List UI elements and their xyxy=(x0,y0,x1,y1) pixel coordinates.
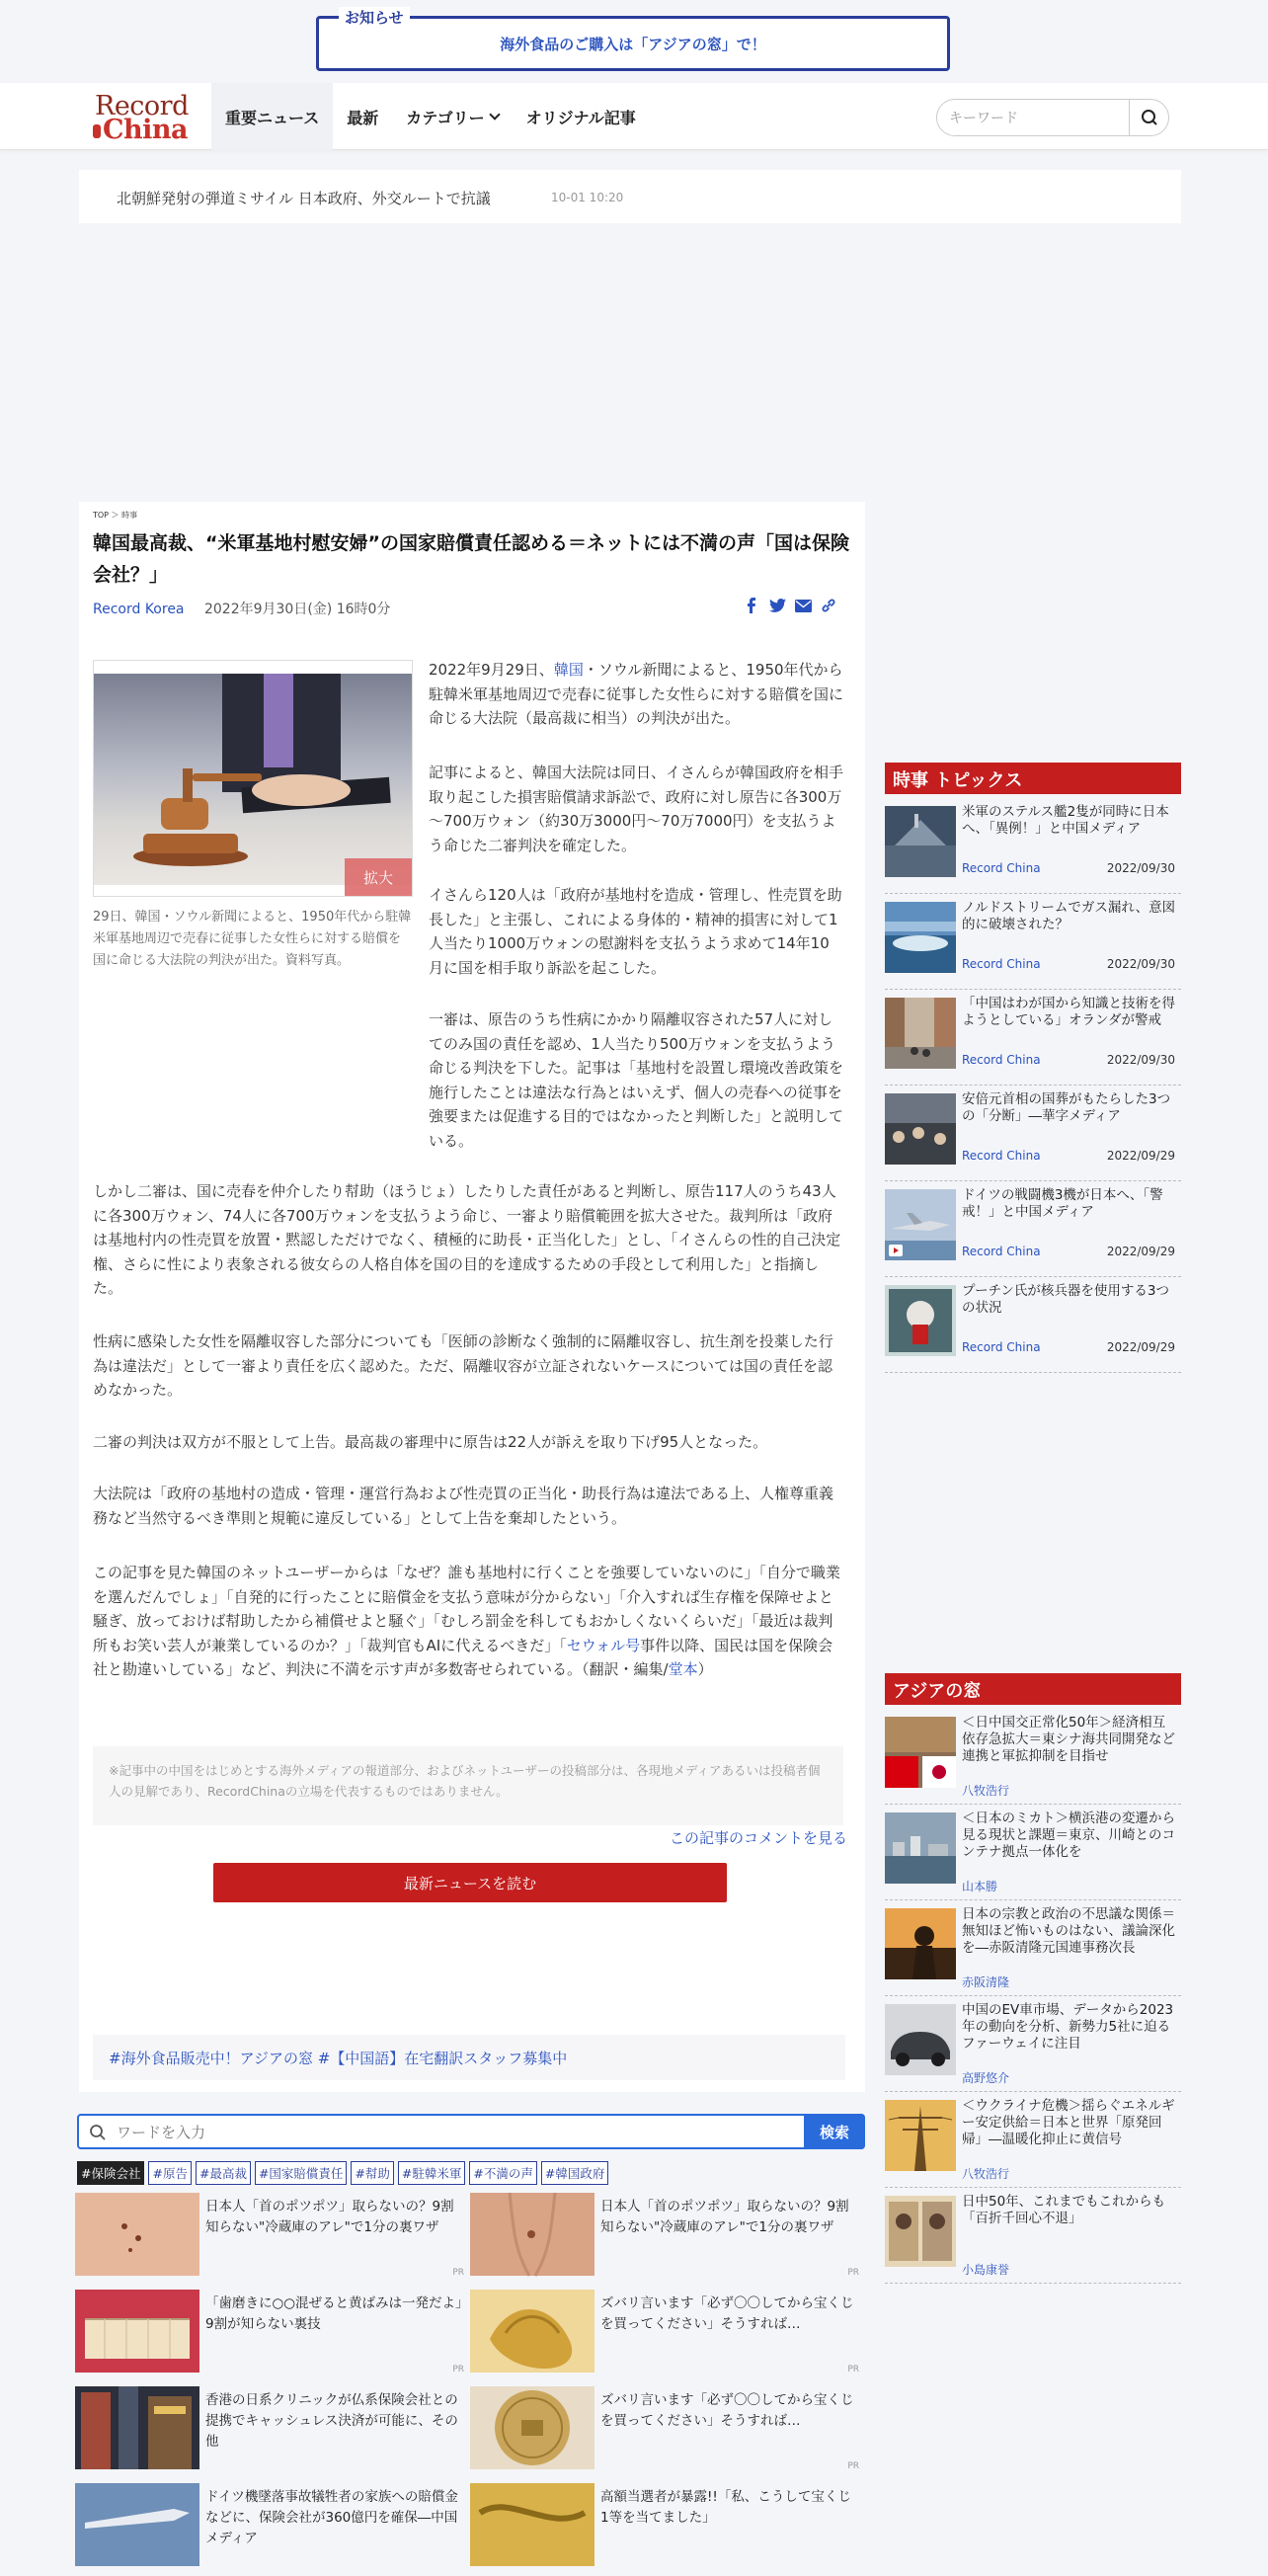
article-headline: 韓国最高裁、“米軍基地村慰安婦”の国家賠償責任認める＝ネットには不満の声「国は保険会社？」 xyxy=(93,532,849,586)
asia-author[interactable]: 八牧浩行 xyxy=(962,2167,1010,2181)
asia-item[interactable] xyxy=(885,1900,1181,1996)
ad-thumbnail xyxy=(470,2193,594,2276)
nav-item-category[interactable] xyxy=(392,83,512,150)
p1-pre: 2022年9月29日、 xyxy=(429,661,554,679)
asia-author[interactable]: 高野悠介 xyxy=(962,2071,1010,2085)
search-button[interactable] xyxy=(1129,100,1168,135)
topic-thumbnail xyxy=(885,1189,956,1260)
topic-title: 安倍元首相の国葬がもたらした3つの「分断」―華字メディア xyxy=(962,1091,1171,1124)
ad-item[interactable] xyxy=(75,2290,470,2382)
topic-thumbnail xyxy=(885,806,956,877)
main-nav xyxy=(211,83,650,150)
article-byline xyxy=(93,599,390,618)
ad-item[interactable] xyxy=(75,2193,470,2286)
comments-link[interactable]: この記事のコメントを見る xyxy=(669,1829,847,1847)
asia-thumbnail xyxy=(885,1908,956,1979)
asia-thumbnail xyxy=(885,2196,956,2267)
notice-bar xyxy=(0,0,1268,83)
ad-item[interactable] xyxy=(470,2193,865,2286)
notice-label: お知らせ xyxy=(339,7,410,28)
site-logo[interactable] xyxy=(93,91,199,144)
tag-list xyxy=(77,2161,608,2185)
topic-item[interactable] xyxy=(885,1086,1181,1181)
topic-thumbnail xyxy=(885,902,956,973)
topic-footer xyxy=(962,1340,1175,1354)
ad-thumbnail xyxy=(470,2290,594,2373)
ad-text: 日本人「首のポツポツ」取らないの？9割知らない"冷蔵庫のアレ"で1分の裏ワザ xyxy=(205,2199,454,2235)
disclaimer-box: ※記事中の中国をはじめとする海外メディアの報道部分、およびネットユーザーの投稿部分は、各現地メディアあるいは投稿者個人の見解であり、RecordChinaの立場を代表するものではありません。 xyxy=(93,1746,843,1825)
p9-pre: この記事を見た韓国のネットユーザーからは「なぜ？誰も基地村に行くことを強要していないのに」「自分で職業を選んだんでしょ」「自発的に行ったことに賠償金を支払う意味が分からない」「介入すれば生存権を保障せよと騒ぎ、放っておけば幇助したから補償せよと騒ぐ」「むしろ罰金を科してもおかしくないくらいだ」「最近は裁判所もお笑い芸人が兼業しているのか？」「裁判官もAIに代えるべきだ」「 xyxy=(93,1564,840,1654)
p9-end: ） xyxy=(697,1660,713,1678)
article-paragraph-1 xyxy=(429,658,843,731)
asia-author[interactable]: 八牧浩行 xyxy=(962,1784,1010,1798)
logo-dot xyxy=(93,124,101,138)
photo-caption: 29日、韓国・ソウル新聞によると、1950年代から駐韓米軍基地周辺で売春に従事した女性らに対する賠償を国に命じる大法院の判決が出た。資料写真。 xyxy=(93,910,412,968)
asia-author[interactable]: 山本勝 xyxy=(962,1880,998,1893)
chevron-down-icon xyxy=(489,109,500,120)
nav-item-latest[interactable]: 最新 xyxy=(347,108,379,127)
article-paragraph-5: しかし二審は、国に売春を仲介したり幇助（ほうじょ）したりした責任があると判断し、原告117人のうち43人に各300万ウォン、74人に各700万ウォンを支払うよう命じ、一審より賠償範囲を拡大させた。裁判所は「政府は基地村内の性売買を放置・黙認しただけでなく、積極的に助長・正当化した」とし、「イさんらの性的自己決定権、さらに性により表象される彼女らの人格自体を国の目的を達成するための手段として利用した」と指摘した。 xyxy=(93,1182,841,1297)
topic-footer xyxy=(962,1149,1175,1163)
topic-source: Record China xyxy=(962,957,1041,971)
ad-text: ズバリ言います「必ず〇〇してから宝くじを買ってください」そうすれば… xyxy=(600,2392,854,2429)
topic-item[interactable] xyxy=(885,1181,1181,1277)
notice-box[interactable] xyxy=(316,9,950,71)
topic-title: ドイツの戦闘機3機が日本へ、「警戒！」と中国メディア xyxy=(962,1187,1163,1220)
gavel-photo xyxy=(94,674,412,885)
ad-thumbnail xyxy=(75,2386,199,2469)
pr-label: PR xyxy=(847,2268,859,2278)
asia-title: ＜ウクライナ危機＞揺らぐエネルギー安定供給＝日本と世界「原発回帰」―温暖化抑止に黄信号 xyxy=(962,2098,1175,2147)
ad-thumbnail xyxy=(75,2290,199,2373)
nav-category-label: カテゴリー xyxy=(406,108,485,127)
read-latest-news-button[interactable]: 最新ニュースを読む xyxy=(213,1863,727,1902)
p9-mid: 事件以降、国民は国を保険会社と勘違いしている」など、判決に不満を示す声が多数寄せられている。（翻訳・編集/ xyxy=(93,1636,833,1678)
tag-complaints[interactable]: #不満の声 xyxy=(469,2161,536,2185)
tag-supreme-court[interactable]: #最高裁 xyxy=(196,2161,251,2185)
topic-source: Record China xyxy=(962,861,1041,875)
gavel-illustration xyxy=(94,674,412,885)
topic-date: 2022/09/29 xyxy=(1106,1245,1175,1258)
topic-date: 2022/09/30 xyxy=(1106,1053,1175,1067)
word-search-button[interactable]: 検索 xyxy=(804,2114,865,2149)
ad-item[interactable] xyxy=(75,2386,470,2479)
asia-item[interactable] xyxy=(885,1709,1181,1805)
asia-item[interactable] xyxy=(885,1996,1181,2092)
korea-link[interactable]: 韓国 xyxy=(553,661,584,679)
pr-label: PR xyxy=(452,2268,464,2278)
ad-thumbnail xyxy=(470,2386,594,2469)
article-paragraph-6: 性病に感染した女性を隔離収容した部分についても「医師の診断なく強制的に隔離収容し、抗生剤を投薬した行為は違法だ」として一審より責任を広く認めた。ただ、隔離収容が立証されないケースについては国の責任を認めなかった。 xyxy=(93,1332,833,1399)
header-search xyxy=(936,99,1169,136)
asia-thumbnail xyxy=(885,1812,956,1884)
ad-thumbnail xyxy=(75,2193,199,2276)
topic-item[interactable] xyxy=(885,1277,1181,1373)
promo-links[interactable]: #海外食品販売中！アジアの窓 #【中国語】在宅翻訳スタッフ募集中 xyxy=(93,2035,845,2080)
ad-item[interactable] xyxy=(75,2483,470,2576)
article-date: 2022年9月30日(金) 16時0分 xyxy=(203,602,391,617)
tag-korean-government[interactable]: #韓国政府 xyxy=(541,2161,608,2185)
bottom-search-bar xyxy=(77,2114,865,2149)
asia-item[interactable] xyxy=(885,2092,1181,2188)
topic-item[interactable] xyxy=(885,798,1181,894)
topic-title: 「中国はわが国から知識と技術を得ようとしている」オランダが警戒 xyxy=(962,996,1175,1028)
topic-title: 米軍のステルス艦2隻が同時に日本へ、「異例！」と中国メディア xyxy=(962,804,1169,837)
article-paragraph-4: 一審は、原告のうち性病にかかり隔離収容された57人に対してのみ国の責任を認め、1人当たり500万ウォンを支払うよう命じる判決を下した。記事は「基地村を設置し環境改善政策を施行したことは違法な行為とはいえず、個人の売春への従事を強要または促進する目的ではなかったと判断した」と説明している。 xyxy=(429,1010,844,1150)
topic-footer xyxy=(962,1245,1175,1258)
topic-thumbnail xyxy=(885,998,956,1069)
topic-item[interactable] xyxy=(885,990,1181,1086)
ad-text: ドイツ機墜落事故犠牲者の家族への賠償金などに、保険会社が360億円を確保―中国メディア xyxy=(205,2489,458,2546)
ticker-headline[interactable]: 北朝鮮発射の弾道ミサイル 日本政府、外交ルートで抗議 xyxy=(117,190,491,207)
topic-date: 2022/09/29 xyxy=(1106,1340,1175,1354)
asia-title: ＜日中国交正常化50年＞経済相互依存急拡大＝東シナ海共同開発など連携と軍拡抑制を目指せ xyxy=(962,1715,1175,1764)
tag-usfk[interactable]: #駐韓米軍 xyxy=(398,2161,465,2185)
topic-date: 2022/09/30 xyxy=(1106,957,1175,971)
asia-title: 日本の宗教と政治の不思議な関係＝無知ほど怖いものはない、議論深化を―赤阪清隆元国連事務次長 xyxy=(962,1906,1175,1956)
asia-author[interactable]: 小島康誉 xyxy=(962,2263,1010,2277)
search-icon xyxy=(1130,100,1169,135)
ad-text: ズバリ言います「必ず〇〇してから宝くじを買ってください」そうすれば… xyxy=(600,2295,854,2332)
pr-label: PR xyxy=(847,2461,859,2471)
topic-source: Record China xyxy=(962,1149,1041,1163)
notice-link[interactable]: 海外食品のご購入は「アジアの窓」で！ xyxy=(500,36,766,53)
share-buttons xyxy=(743,597,837,614)
nav-item-important[interactable]: 重要ニュース xyxy=(211,83,333,150)
ticker-time: 10-01 10:20 xyxy=(551,191,624,204)
tag-plaintiff[interactable]: #原告 xyxy=(148,2161,191,2185)
asia-title: 中国のEV車市場、データから2023年の動向を分析、新勢力5社に迫るファーウェイに注目 xyxy=(962,2002,1174,2052)
article-paragraph-3: イさんら120人は「政府が基地村を造成・管理し、性売買を助長した」と主張し、これによる身体的・精神的損害に対して1人当たり1000万ウォンの慰謝料を支払うよう求めて14年10月に国を相手取り訴訟を起こした。 xyxy=(429,886,842,977)
topic-title: プーチン氏が核兵器を使用する3つの状況 xyxy=(962,1283,1170,1316)
zoom-button[interactable]: 拡大 xyxy=(345,858,412,896)
site-header xyxy=(0,83,1268,150)
asia-item[interactable] xyxy=(885,1805,1181,1900)
twitter-icon[interactable] xyxy=(768,597,786,614)
ad-text: 「歯磨きに○○混ぜると黄ばみは一発だよ」9割が知らない裏技 xyxy=(205,2295,462,2332)
mail-icon[interactable] xyxy=(794,597,812,614)
ad-text: 日本人「首のポツポツ」取らないの？9割知らない"冷蔵庫のアレ"で1分の裏ワザ xyxy=(600,2199,849,2235)
pr-label: PR xyxy=(847,2365,859,2375)
topic-item[interactable] xyxy=(885,894,1181,990)
news-ticker xyxy=(79,170,1181,223)
article-paragraph-7: 二審の判決は双方が不服として上告。最高裁の審理中に原告は22人が訴えを取り下げ95人となった。 xyxy=(93,1433,768,1451)
ad-thumbnail xyxy=(470,2483,594,2566)
article-paragraph-2: 記事によると、韓国大法院は同日、イさんらが韓国政府を相手取り起こした損害賠償請求訴訟で、政府に対し原告に各300万～700万ウォン（約30万3000円～70万7000円）を支払うよう命じた二審判決を確定した。 xyxy=(429,764,844,854)
p1-post: ・ソウル新聞によると、1950年代から駐韓米軍基地周辺で売春に従事した女性らに対する賠償を国に命じる大法院（最高裁に相当）の判決が出た。 xyxy=(429,661,844,727)
asia-title: 日中50年、これまでもこれからも「百折千回心不退」 xyxy=(962,2194,1166,2226)
article-paragraph-9 xyxy=(93,1561,843,1682)
breadcrumb[interactable]: TOP ＞ 時事 xyxy=(93,511,138,520)
article-paragraph-8: 大法院は「政府の基地村の造成・管理・運営行為および性売買の正当化・助長行為は違法である上、人権尊重義務など当然守るべき準則と規範に違反している」として上告を棄却したという。 xyxy=(93,1485,834,1527)
word-search-input[interactable] xyxy=(117,2123,808,2142)
topic-title: ノルドストリームでガス漏れ、意図的に破壊された？ xyxy=(962,900,1176,932)
topic-thumbnail xyxy=(885,1285,956,1356)
asia-thumbnail xyxy=(885,1717,956,1788)
topic-source: Record China xyxy=(962,1245,1041,1258)
link-icon[interactable] xyxy=(820,597,837,614)
topics-section-title: 時事 トピックス xyxy=(885,763,1181,794)
topic-footer xyxy=(962,957,1175,971)
article-figure[interactable] xyxy=(93,660,413,897)
facebook-icon[interactable] xyxy=(743,597,760,614)
asia-thumbnail xyxy=(885,2100,956,2171)
topic-source: Record China xyxy=(962,1340,1041,1354)
ad-item[interactable] xyxy=(470,2483,865,2576)
ad-text: 香港の日系クリニックが仏系保険会社との提携でキャッシュレス決済が可能に、その他 xyxy=(205,2392,458,2450)
asia-item[interactable] xyxy=(885,2188,1181,2284)
keyword-search-input[interactable] xyxy=(949,108,1117,127)
topic-footer xyxy=(962,861,1175,875)
editor-link[interactable]: 堂本 xyxy=(668,1660,698,1678)
nav-item-original[interactable]: オリジナル記事 xyxy=(525,108,636,127)
logo-text-record: Record xyxy=(95,91,189,121)
ad-item[interactable] xyxy=(470,2386,865,2479)
ad-text: 高額当選者が暴露!!「私、こうして宝くじ1等を当てました」 xyxy=(600,2489,851,2526)
pr-label: PR xyxy=(452,2365,464,2375)
topic-thumbnail xyxy=(885,1093,956,1165)
tag-state-liability[interactable]: #国家賠償責任 xyxy=(255,2161,347,2185)
topic-date: 2022/09/30 xyxy=(1106,861,1175,875)
ad-item[interactable] xyxy=(470,2290,865,2382)
topic-source: Record China xyxy=(962,1053,1041,1067)
search-icon xyxy=(89,2124,107,2141)
topic-date: 2022/09/29 xyxy=(1106,1149,1175,1163)
tag-aiding[interactable]: #幇助 xyxy=(351,2161,393,2185)
ad-thumbnail xyxy=(75,2483,199,2566)
article-source-link[interactable]: Record Korea xyxy=(93,602,185,617)
asia-title: ＜日本のミカト＞横浜港の変遷から見る現状と課題＝東京、川崎とのコンテナ拠点一体化を xyxy=(962,1811,1175,1860)
topic-footer xyxy=(962,1053,1175,1067)
asia-section-title: アジアの窓 xyxy=(885,1673,1181,1705)
asia-thumbnail xyxy=(885,2004,956,2075)
sewol-link[interactable]: セウォル号 xyxy=(566,1636,641,1654)
logo-text-china: China xyxy=(103,115,189,145)
tag-insurance-company[interactable]: #保険会社 xyxy=(77,2161,144,2185)
article-main xyxy=(79,502,865,2092)
asia-author[interactable]: 赤阪清隆 xyxy=(962,1975,1010,1989)
